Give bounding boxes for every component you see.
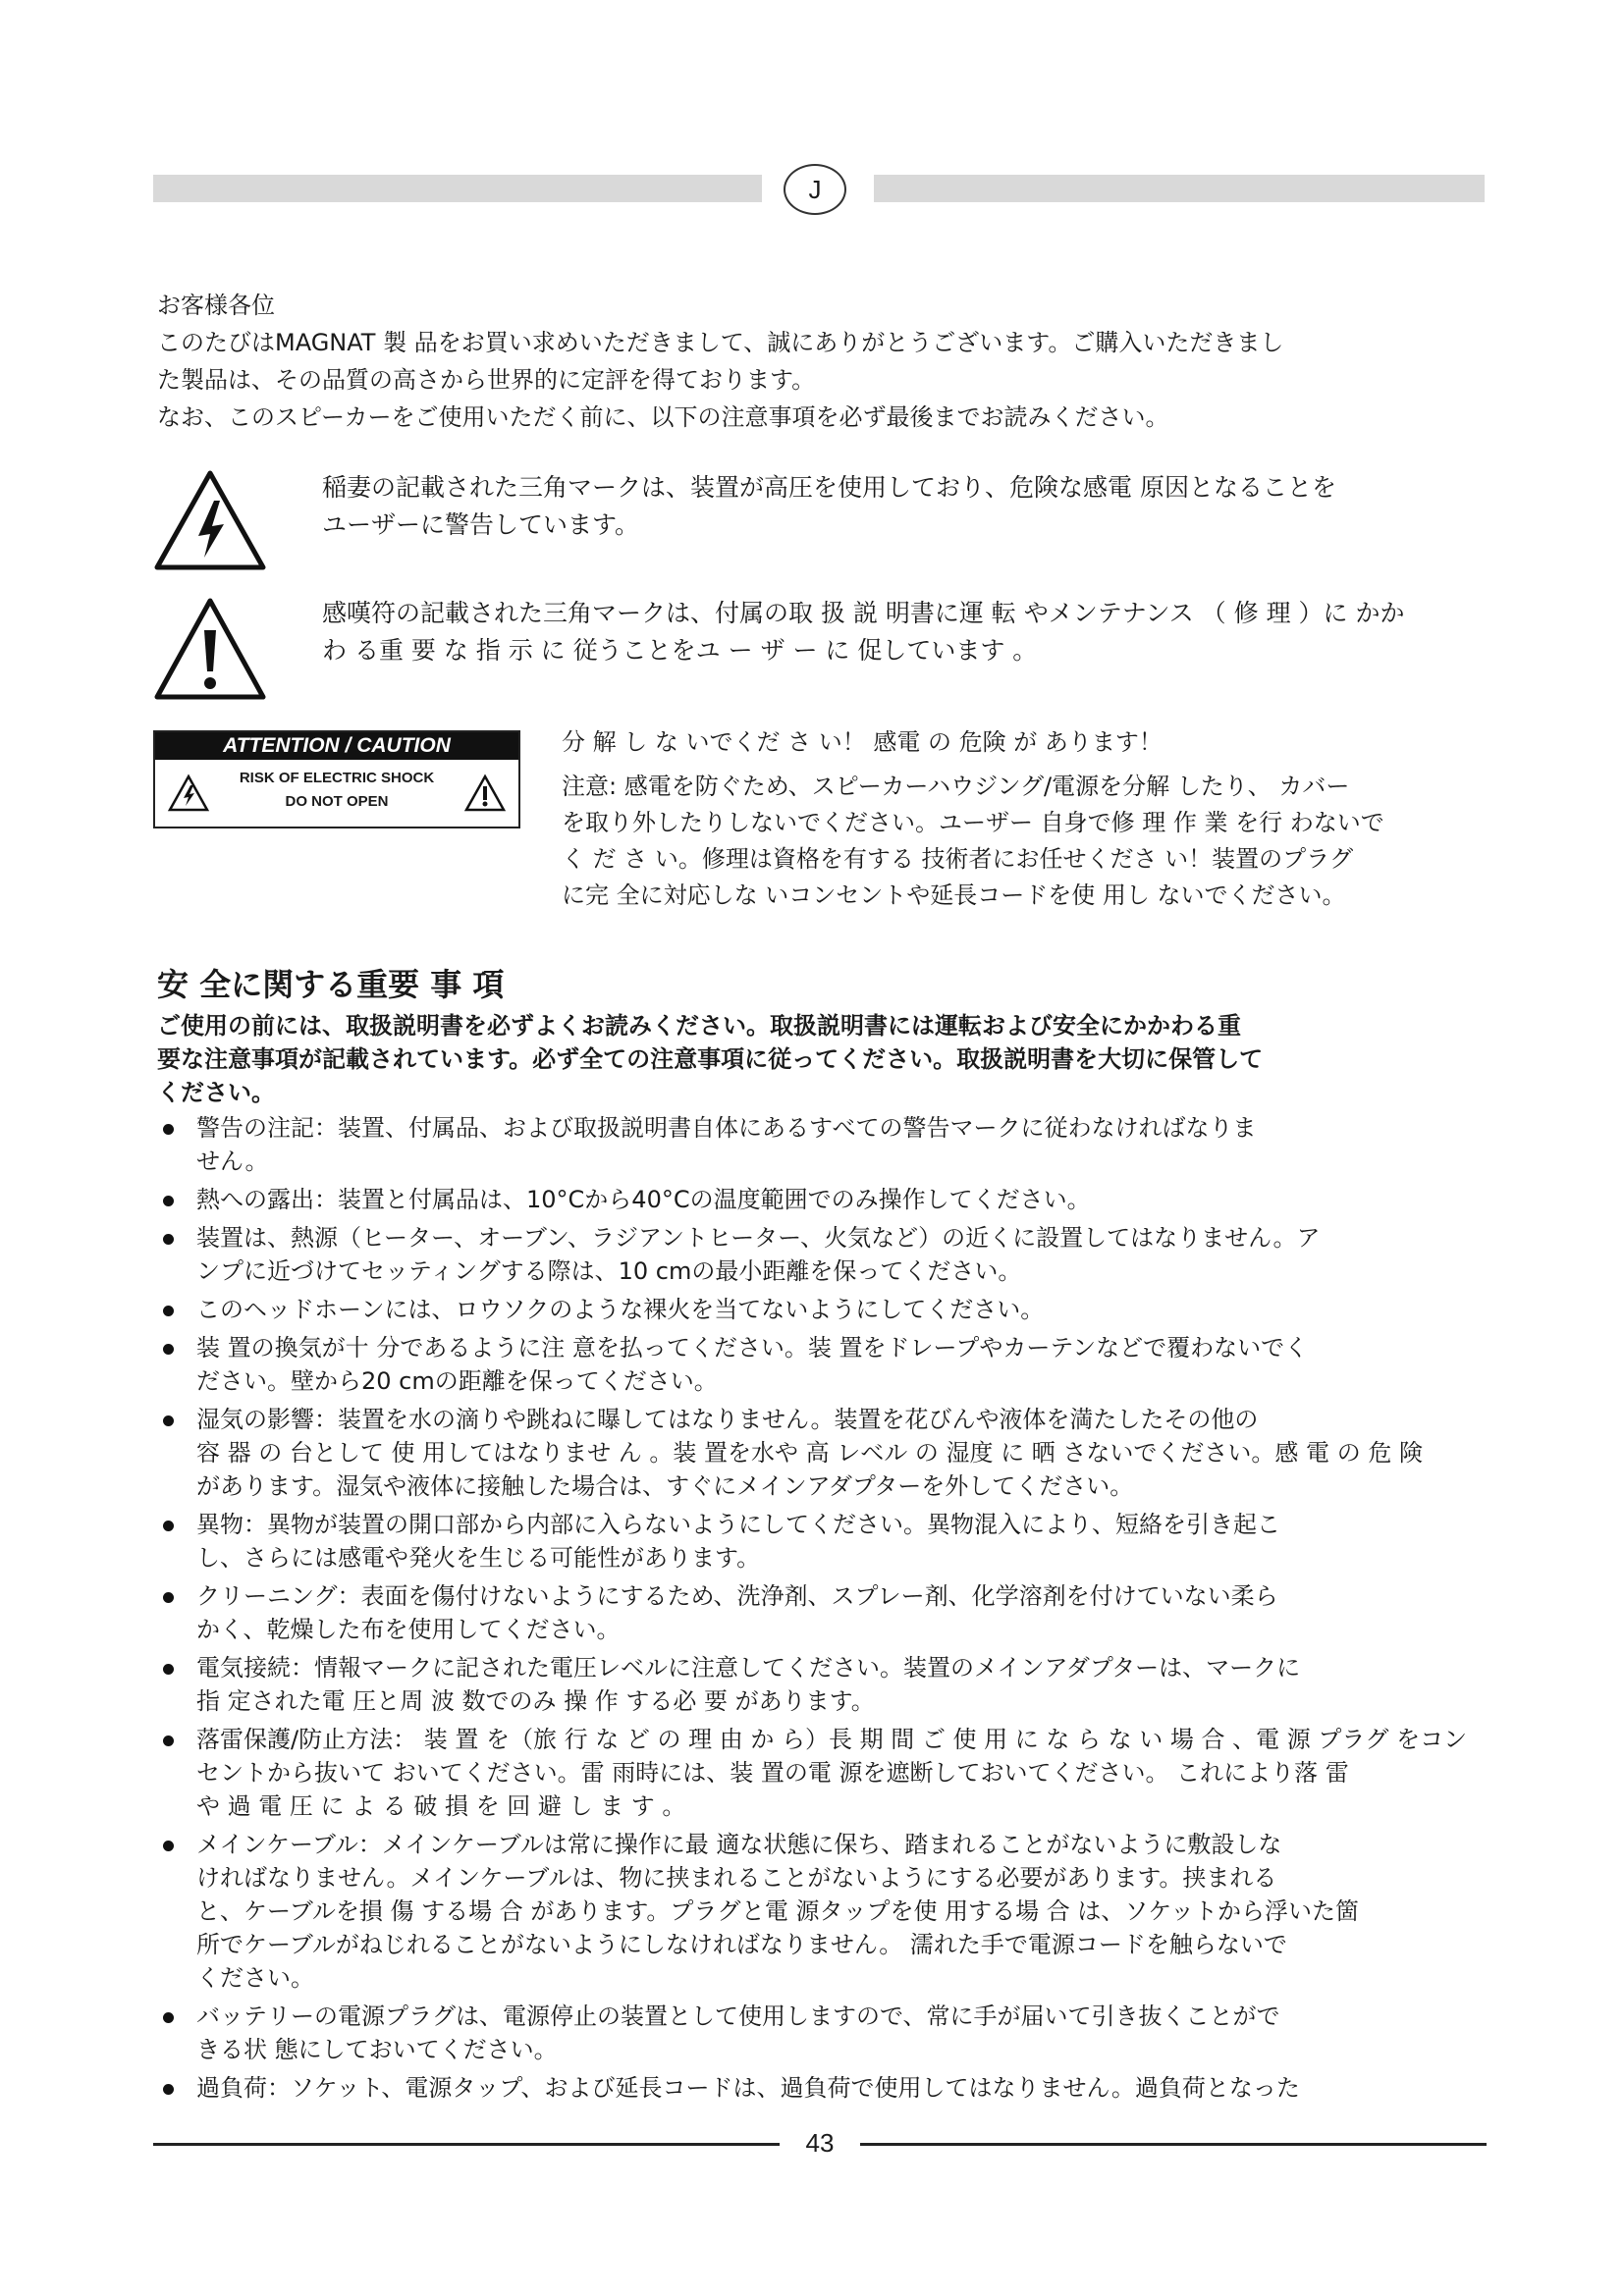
header-bar-right	[874, 175, 1485, 202]
list-item	[157, 1293, 1532, 1326]
list-item-line: バッテリーの電源プラグは、電源停止の装置として使用しますので、常に手が届いて引き抜くことがで	[196, 2002, 1280, 2030]
bullet-dot-icon	[163, 2084, 174, 2095]
list-item	[157, 1111, 1532, 1178]
bullet-dot-icon	[163, 2012, 174, 2023]
caution-label	[153, 730, 520, 828]
list-item-line: せん。	[196, 1148, 269, 1175]
list-item-line: 指 定された電 圧と周 波 数でのみ 操 作 する必 要 があります。	[196, 1687, 875, 1715]
list-item-line: 警告の注記：装置、付属品、および取扱説明書自体にあるすべての警告マークに従わなければなりま	[196, 1114, 1257, 1142]
section-intro	[157, 1009, 1532, 1109]
section-intro-line: ご使用の前には、取扱説明書を必ずよくお読みください。取扱説明書には運転および安全にかかわる重	[157, 1012, 1241, 1040]
warning-line: 稲妻の記載された三角マークは、装置が高圧を使用しており、危険な感電 原因となることを	[322, 473, 1336, 502]
list-item-line: 装 置の換気が十 分であるように注 意を払ってください。装 置をドレープやカーテンなどで覆わないでく	[196, 1334, 1309, 1362]
list-item-line: し、さらには感電や発火を生じる可能性があります。	[196, 1544, 761, 1572]
list-item-line: 所でケーブルがねじれることがないようにしなければなりません。 濡れた手で電源コードを触らないで	[196, 1931, 1287, 1958]
list-item-line: や 過 電 圧 に よ る 破 損 を 回 避 し ま す 。	[196, 1792, 686, 1820]
intro-line: た製品は、その品質の高さから世界的に定評を得ております。	[157, 366, 816, 394]
warning-line: 感嘆符の記載された三角マークは、付属の取 扱 説 明書に運 転 やメンテナンス （ 修 理 ）に かか	[322, 599, 1405, 627]
list-item-line: ださい。壁から20 cmの距離を保ってください。	[196, 1367, 718, 1395]
lightning-warning-text	[322, 469, 1336, 544]
list-item	[157, 1828, 1532, 1995]
intro-line: お客様各位	[157, 292, 275, 319]
warning-line: わ る重 要 な 指 示 に 従うことをユ ー ザ ー に 促しています 。	[322, 636, 1038, 665]
caution-label-body	[155, 760, 518, 827]
list-item	[157, 1221, 1532, 1288]
exclamation-warning-text	[322, 595, 1404, 669]
list-item	[157, 1579, 1532, 1646]
caution-exclamation-icon	[463, 774, 507, 813]
list-item-line: 湿気の影響：装置を水の滴りや跳ねに曝してはなりません。装置を花びんや液体を満たしたその他の	[196, 1406, 1259, 1433]
list-item-line: このヘッドホーンには、ロウソクのような裸火を当てないようにしてください。	[196, 1296, 1045, 1323]
bullet-dot-icon	[163, 1664, 174, 1675]
section-title: 安 全に関する重要 事 項	[157, 966, 505, 1003]
bullet-dot-icon	[163, 1592, 174, 1603]
list-item	[157, 1331, 1532, 1398]
list-item	[157, 1403, 1532, 1503]
list-item	[157, 1508, 1532, 1575]
section-intro-line: 要な注意事項が記載されています。必ず全ての注意事項に従ってください。取扱説明書を大切に保管して	[157, 1045, 1264, 1073]
list-item-line: セントから抜いて おいてください。雷 雨時には、装 置の電 源を遮断しておいてください。 これにより落 雷	[196, 1759, 1349, 1787]
list-item	[157, 1723, 1532, 1823]
list-item	[157, 1183, 1532, 1216]
section-intro-line: ください。	[157, 1079, 275, 1106]
bullet-dot-icon	[163, 1415, 174, 1426]
bullet-dot-icon	[163, 1344, 174, 1355]
footer-rule-left	[153, 2143, 780, 2146]
list-item-line: 異物：異物が装置の開口部から内部に入らないようにしてください。異物混入により、短絡を引き起こ	[196, 1511, 1280, 1538]
bullet-dot-icon	[163, 1196, 174, 1206]
list-item-line: きる状 態にしておいてください。	[196, 2036, 558, 2063]
list-item-line: と、ケーブルを損 傷 する場 合 があります。プラグと電 源タップを使 用する場 合 は、ソケットから浮いた箇	[196, 1897, 1359, 1925]
list-item	[157, 2000, 1532, 2066]
bullet-dot-icon	[163, 1735, 174, 1746]
bullet-dot-icon	[163, 1124, 174, 1135]
header-bar-left	[153, 175, 762, 202]
warning-line: ユーザーに警告しています。	[322, 510, 640, 539]
caution-line: く だ さ い。修理は資格を有する 技術者にお任せくださ い！装置のプラグ	[562, 845, 1354, 873]
list-item-line: があります。湿気や液体に接触した場合は、すぐにメインアダプターを外してください。	[196, 1472, 1134, 1500]
caution-line: に完 全に対応しな いコンセントや延長コードを使 用し ないでください。	[562, 881, 1346, 909]
list-item-line: クリーニング：表面を傷付けないようにするため、洗浄剤、スプレー剤、化学溶剤を付けていない柔ら	[196, 1582, 1278, 1610]
bullet-dot-icon	[163, 1306, 174, 1316]
list-item-line: ください。	[196, 1964, 314, 1992]
bullet-dot-icon	[163, 1234, 174, 1245]
bullet-dot-icon	[163, 1521, 174, 1531]
page-number: 43	[805, 2128, 835, 2158]
list-item-line: ンプに近づけてセッティングする際は、10 cmの最小距離を保ってください。	[196, 1257, 1022, 1285]
list-item-line: メインケーブル：メインケーブルは常に操作に最 適な状態に保ち、踏まれることがないように敷設しな	[196, 1831, 1282, 1858]
intro-line: なお、このスピーカーをご使用いただく前に、以下の注意事項を必ず最後までお読みください。	[157, 403, 1169, 431]
caution-text	[562, 724, 1384, 914]
intro-paragraph	[157, 287, 1492, 436]
safety-bullet-list	[157, 1111, 1532, 2109]
footer-rule-right	[860, 2143, 1487, 2146]
list-item	[157, 1651, 1532, 1718]
list-item-line: ければなりません。メインケーブルは、物に挟まれることがないようにする必要があります。挟まれる	[196, 1864, 1277, 1892]
caution-heading-line: 分 解 し な いでくだ さ い！ 感電 の 危険 が あります！	[562, 728, 1163, 756]
caution-label-line: RISK OF ELECTRIC SHOCK	[239, 770, 435, 786]
caution-label-line: DO NOT OPEN	[285, 793, 389, 810]
list-item-line: 過負荷：ソケット、電源タップ、および延長コードは、過負荷で使用してはなりません。過負荷となった	[196, 2074, 1300, 2102]
caution-line: を取り外したりしないでください。ユーザー 自身で修 理 作 業 を行 わないで	[562, 809, 1384, 836]
list-item-line: 落雷保護/防止方法： 装 置 を（旅 行 な ど の 理 由 か ら）長 期 間 ご 使 用 に な ら な い 場 合 、電 源 プラグ をコン	[196, 1726, 1468, 1753]
exclamation-warning-icon	[151, 595, 269, 705]
list-item-line: 装置は、熱源（ヒーター、オーブン、ラジアントヒーター、火気など）の近くに設置してはなりません。ア	[196, 1224, 1321, 1252]
language-badge: J	[784, 164, 846, 215]
bullet-dot-icon	[163, 1841, 174, 1851]
list-item-line: 熱への露出：装置と付属品は、10°Cから40°Cの温度範囲でのみ操作してください。	[196, 1186, 1091, 1213]
intro-line: このたびはMAGNAT 製 品をお買い求めいただきまして、誠にありがとうございます。ご購入いただきまし	[157, 329, 1284, 356]
list-item-line: かく、乾燥した布を使用してください。	[196, 1616, 621, 1643]
list-item-line: 容 器 の 台として 使 用してはなりませ ん 。装 置を水や 高 レベル の 湿度 に 晒 さないでください。感 電 の 危 険	[196, 1439, 1423, 1467]
caution-label-header: ATTENTION / CAUTION	[155, 732, 518, 760]
list-item	[157, 2071, 1532, 2105]
list-item-line: 電気接続：情報マークに記された電圧レベルに注意してください。装置のメインアダプターは、マークに	[196, 1654, 1301, 1682]
lightning-warning-icon	[151, 467, 269, 573]
caution-line: 注意: 感電を防ぐため、スピーカーハウジング/電源を分解 したり、 カバー	[562, 773, 1350, 800]
